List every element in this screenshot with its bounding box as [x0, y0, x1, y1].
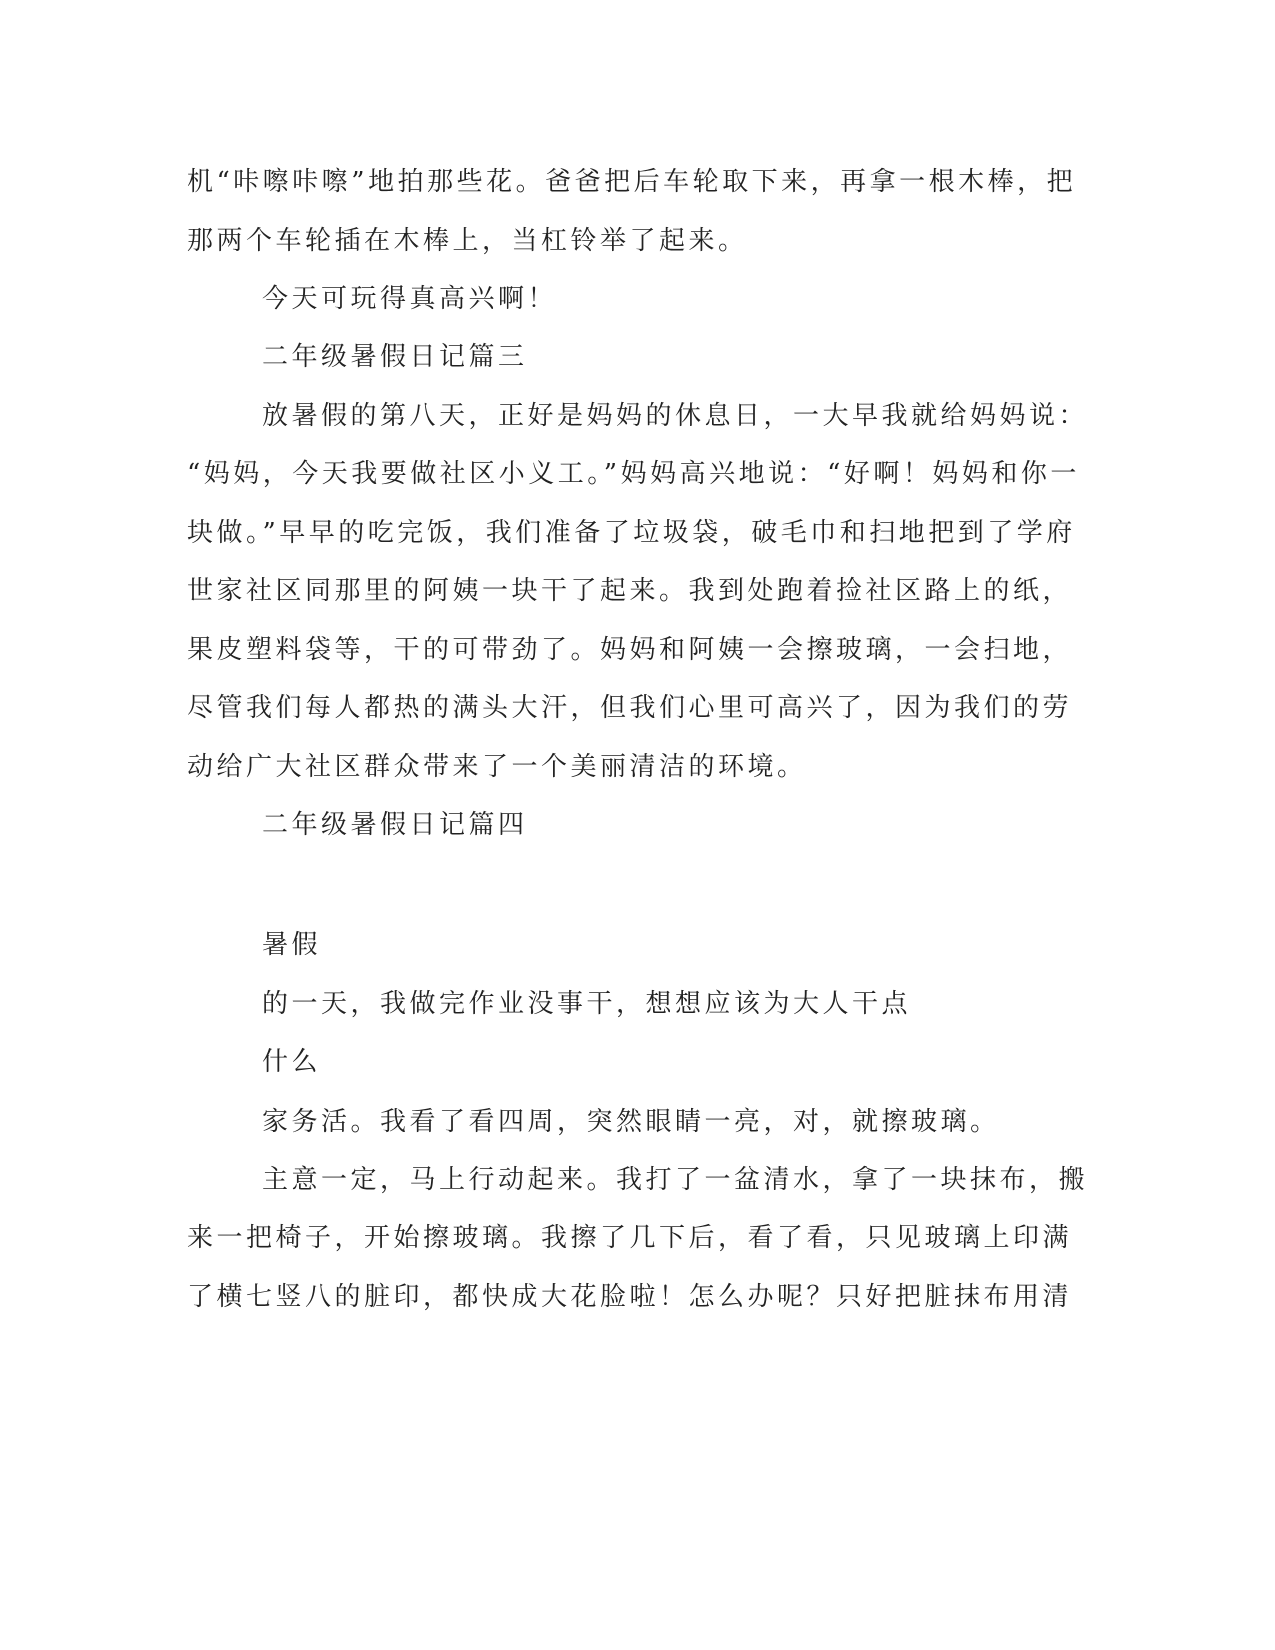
paragraph-line: 来一把椅子，开始擦玻璃。我擦了几下后，看了看，只见玻璃上印满 [187, 1223, 1073, 1253]
paragraph-line: 那两个车轮插在木棒上，当杠铃举了起来。 [187, 226, 748, 256]
paragraph-line: 放暑假的第八天，正好是妈妈的休息日，一大早我就给妈妈说： [262, 401, 1089, 431]
paragraph-line: 暑假 [262, 930, 322, 960]
paragraph-line: “妈妈，今天我要做社区小义工。”妈妈高兴地说：“好啊！妈妈和你一 [187, 459, 1080, 489]
paragraph-line: 果皮塑料袋等，干的可带劲了。妈妈和阿姨一会擦玻璃，一会扫地， [187, 635, 1073, 665]
paragraph-line: 机“咔嚓咔嚓”地拍那些花。爸爸把后车轮取下来，再拿一根木棒，把 [187, 167, 1077, 197]
section-heading: 二年级暑假日记篇三 [262, 342, 528, 372]
paragraph-line: 块做。”早早的吃完饭，我们准备了垃圾袋，破毛巾和扫地把到了学府 [187, 518, 1076, 548]
paragraph-line: 的一天，我做完作业没事干，想想应该为大人干点 [262, 989, 912, 1019]
paragraph-line: 了横七竖八的脏印，都快成大花脸啦！怎么办呢？只好把脏抹布用清 [187, 1282, 1073, 1312]
paragraph-line: 世家社区同那里的阿姨一块干了起来。我到处跑着捡社区路上的纸， [187, 576, 1073, 606]
paragraph-line: 尽管我们每人都热的满头大汗，但我们心里可高兴了，因为我们的劳 [187, 693, 1073, 723]
paragraph-line: 今天可玩得真高兴啊！ [262, 284, 558, 314]
paragraph-line: 什么 [262, 1047, 322, 1077]
paragraph-line: 动给广大社区群众带来了一个美丽清洁的环境。 [187, 752, 807, 782]
paragraph-line: 主意一定，马上行动起来。我打了一盆清水，拿了一块抹布，搬 [262, 1165, 1089, 1195]
section-heading: 二年级暑假日记篇四 [262, 810, 528, 840]
paragraph-line: 家务活。我看了看四周，突然眼睛一亮，对，就擦玻璃。 [262, 1107, 1000, 1137]
